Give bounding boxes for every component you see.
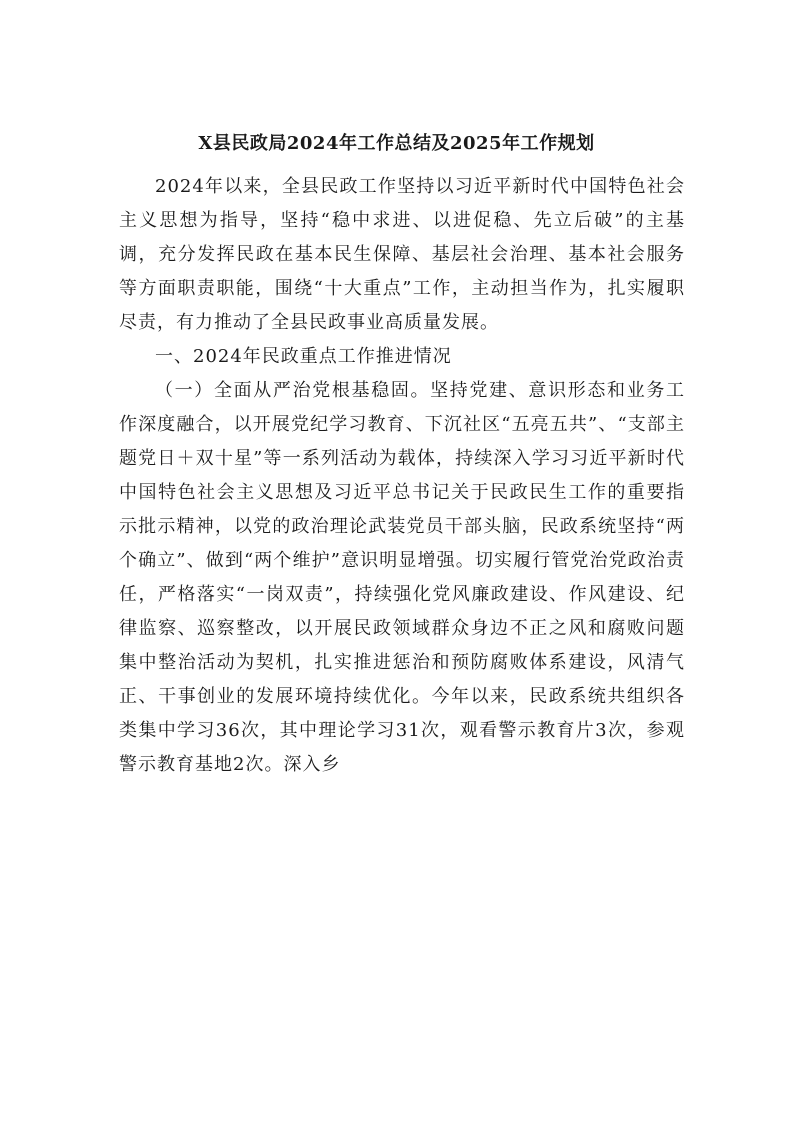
document-title: X县民政局2024年工作总结及2025年工作规划: [198, 133, 595, 154]
document-body: [119, 170, 685, 782]
intro-paragraph: 2024年以来，全县民政工作坚持以习近平新时代中国特色社会主义思想为指导，坚持“稳中求进、以进促稳、先立后破”的主基调，充分发挥民政在基本民生保障、基层社会治理、基本社会服务等方面职责职能，围绕“十大重点”工作，主动担当作为，扎实履职尽责，有力推动了全县民政事业高质量发展。: [119, 176, 685, 333]
subsection-paragraph: （一）全面从严治党根基稳固。坚持党建、意识形态和业务工作深度融合，以开展党纪学习教育、下沉社区“五亮五共”、“支部主题党日＋双十星”等一系列活动为载体，持续深入学习习近平新时代中国特色社会主义思想及习近平总书记关于民政民生工作的重要指示批示精神，以党的政治理论武装党员干部头脑，民政系统坚持“两个确立”、做到“两个维护”意识明显增强。切实履行管党治党政治责任，严格落实“一岗双责”，持续强化党风廉政建设、作风建设、纪律监察、巡察整改，以开展民政领域群众身边不正之风和腐败问题集中整治活动为契机，扎实推进惩治和预防腐败体系建设，风清气正、干事创业的发展环境持续优化。今年以来，民政系统共组织各类集中学习36次，其中理论学习31次，观看警示教育片3次，参观警示教育基地2次。深入乡: [119, 380, 685, 775]
section-heading: 一、2024年民政重点工作推进情况: [155, 346, 452, 367]
